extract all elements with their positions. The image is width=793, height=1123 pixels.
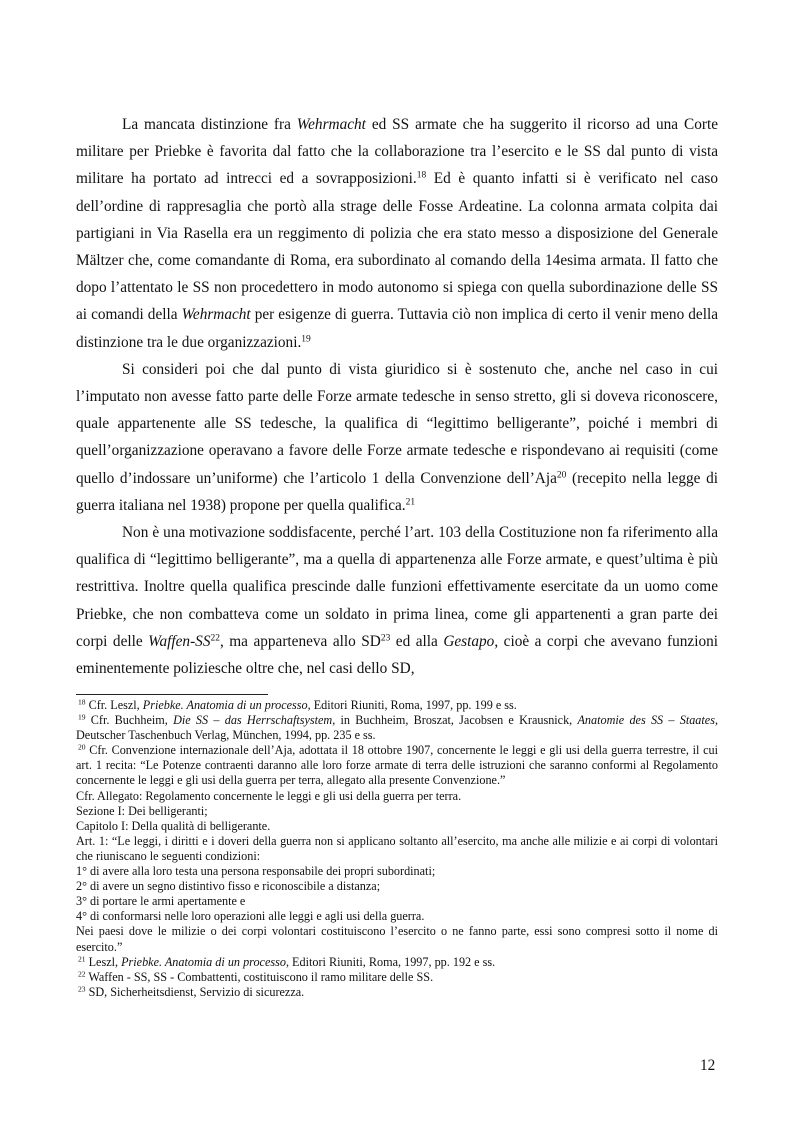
text-run: (recepito nella legge di guerra italiana nel 1938) propone per quella qualifica. xyxy=(76,469,719,514)
footnote xyxy=(76,879,718,894)
italic-text: Die SS – das Herrschaftsystem xyxy=(173,713,333,728)
italic-text: Anatomie des SS – Staates, xyxy=(577,713,718,728)
footnote xyxy=(76,924,718,954)
footnote xyxy=(76,834,718,864)
page-number: 12 xyxy=(700,1057,716,1074)
body-text xyxy=(76,111,718,682)
text-run: SD, Sicherheitsdienst, Servizio di sicurezza. xyxy=(85,984,305,999)
text-run: Cfr. Convenzione internazionale dell’Aja, adottata il 18 ottobre 1907, concernente le leggi e gli usi della guerra terrestre, il cui art. 1 recita: “Le Potenze contraenti daranno alle loro forze armate di terra delle istruzioni che saranno conformi al Regolamento concernente le leggi e gli usi della guerra per terra, allegato alla presente Convenzione.” xyxy=(76,743,718,788)
footnote-marker: 20 xyxy=(556,469,567,480)
text-run: Ed è quanto infatti si è verificato nel caso dell’ordine di rappresaglia che portò alla strage delle Fosse Ardeatine. La colonna armata colpita dai partigiani in Via Rasella era un reggimento di polizia che era stato messo a disposizione del Generale Mältzer che, come comandante di Roma, era subordinato al comando della 14esima armata. Il fatto che dopo l’attentato le SS non procedettero in modo autonomo si spiega con quella subordinazione delle SS ai comandi della xyxy=(76,170,718,324)
footnote xyxy=(76,970,718,985)
footnote-marker: 19 xyxy=(301,333,311,344)
italic-text: Priebke. Anatomia di un processo xyxy=(121,954,286,969)
footnote-marker: 19 xyxy=(78,712,86,722)
footnote xyxy=(76,698,718,713)
footnote xyxy=(76,804,718,819)
text-run: 1° di avere alla loro testa una persona responsabile dei propri subordinati; xyxy=(76,864,436,879)
footnotes xyxy=(76,698,718,1000)
text-run: per esigenze di guerra. Tuttavia ciò non implica di certo il venir meno della distinzione tra le due organizzazioni. xyxy=(76,306,718,351)
italic-text: Priebke. Anatomia di un processo xyxy=(142,698,308,712)
text-run: Si consideri poi che dal punto di vista giuridico si è sostenuto che, anche nel caso in cui l’imputato non avesse fatto parte delle Forze armate tedesche in senso stretto, gli si doveva riconoscere, quale appartenente alle SS tedesche, la qualifica di “legittimo belligerante”, poiché i membri di quell’organizzazione operavano a favore delle Forze armate tedesche e rispondevano ai requisiti (come quello d’indossare un’uniforme) che l’articolo 1 della Convenzione dell’Aja xyxy=(76,360,718,487)
text-run: ed SS armate che ha suggerito il ricorso ad una Corte militare per Priebke è favorita dal fatto che la collaborazione tra l’esercito e le SS dal punto di vista militare ha portato ad intrecci ed a sovrapposizioni. xyxy=(76,116,718,188)
footnote xyxy=(76,985,718,1000)
text-run: Leszl, xyxy=(85,954,122,969)
text-run: Waffen - SS, SS - Combattenti, costituiscono il ramo militare delle SS. xyxy=(85,969,434,984)
text-run: , in Buchheim, Broszat, Jacobsen e Krausnick, xyxy=(332,713,578,728)
text-run: , ma apparteneva allo SD xyxy=(219,632,381,650)
footnote-marker: 18 xyxy=(78,697,86,707)
text-run: La mancata distinzione fra xyxy=(122,116,297,133)
text-run: , Editori Riuniti, Roma, 1997, pp. 199 e ss. xyxy=(307,698,517,712)
footnote-marker: 23 xyxy=(78,984,86,994)
italic-text: Waffen-SS xyxy=(148,632,211,650)
paragraph xyxy=(76,111,718,356)
footnote-marker: 23 xyxy=(380,633,391,644)
text-run: Non è una motivazione soddisfacente, perché l’art. 103 della Costituzione non fa riferimento alla qualifica di “legittimo belligerante”, ma a quella di appartenenza alle Forze armate, e quest’ultima è più restrittiva. Inoltre quella qualifica prescinde dalle funzioni effettivamente esercitate da un uomo come Priebke, che non combatteva come un soldato in prima linea, come gli appartenenti a gran parte dei corpi delle xyxy=(76,524,718,650)
text-run: Nei paesi dove le milizie o dei corpi volontari costituiscono l’esercito o ne fanno parte, essi sono compresi sotto il nome di esercito.” xyxy=(76,924,718,954)
italic-text: Wehrmacht xyxy=(296,116,366,133)
text-run: 4° di conformarsi nelle loro operazioni alle leggi e agli usi della guerra. xyxy=(76,909,425,924)
footnote xyxy=(76,894,718,909)
footnote-marker: 22 xyxy=(210,633,220,644)
footnote-marker: 18 xyxy=(416,170,427,181)
text-run: Sezione I: Dei belligeranti; xyxy=(76,803,208,818)
footnote xyxy=(76,743,718,788)
text-run: Art. 1: “Le leggi, i diritti e i doveri della guerra non si applicano soltanto all’esercito, ma anche alle milizie e ai corpi di volontari che riuniscano le seguenti condizioni: xyxy=(76,833,718,863)
footnote-marker: 20 xyxy=(78,742,86,752)
italic-text: Gestapo xyxy=(443,632,495,650)
text-run: Capitolo I: Della qualità di belligerante. xyxy=(76,818,271,833)
italic-text: Wehrmacht xyxy=(181,306,251,324)
paragraph xyxy=(76,356,718,519)
footnote-marker: 21 xyxy=(405,497,416,508)
footnote xyxy=(76,713,718,743)
text-run: Deutscher Taschenbuch Verlag, München, 1994, pp. 235 e ss. xyxy=(76,728,376,743)
paragraph xyxy=(76,519,718,682)
text-run: 2° di avere un segno distintivo fisso e riconoscibile a distanza; xyxy=(76,879,381,894)
footnote-separator xyxy=(76,694,268,695)
text-run: 3° di portare le armi apertamente e xyxy=(76,894,246,909)
footnote xyxy=(76,909,718,924)
text-run: Cfr. Allegato: Regolamento concernente le leggi e gli usi della guerra per terra. xyxy=(76,788,462,803)
footnote-marker: 22 xyxy=(78,969,86,979)
text-run: , cioè a corpi che avevano funzioni eminentemente poliziesche oltre che, nel casi dello SD, xyxy=(76,632,718,678)
footnote xyxy=(76,864,718,879)
footnote xyxy=(76,789,718,804)
footnote xyxy=(76,955,718,970)
text-run: Cfr. Buchheim, xyxy=(85,713,174,728)
text-run: ed alla xyxy=(390,632,444,650)
text-run: , Editori Riuniti, Roma, 1997, pp. 192 e ss. xyxy=(285,954,496,969)
footnote-marker: 21 xyxy=(78,954,86,964)
text-run: Cfr. Leszl, xyxy=(85,698,143,712)
footnote xyxy=(76,819,718,834)
